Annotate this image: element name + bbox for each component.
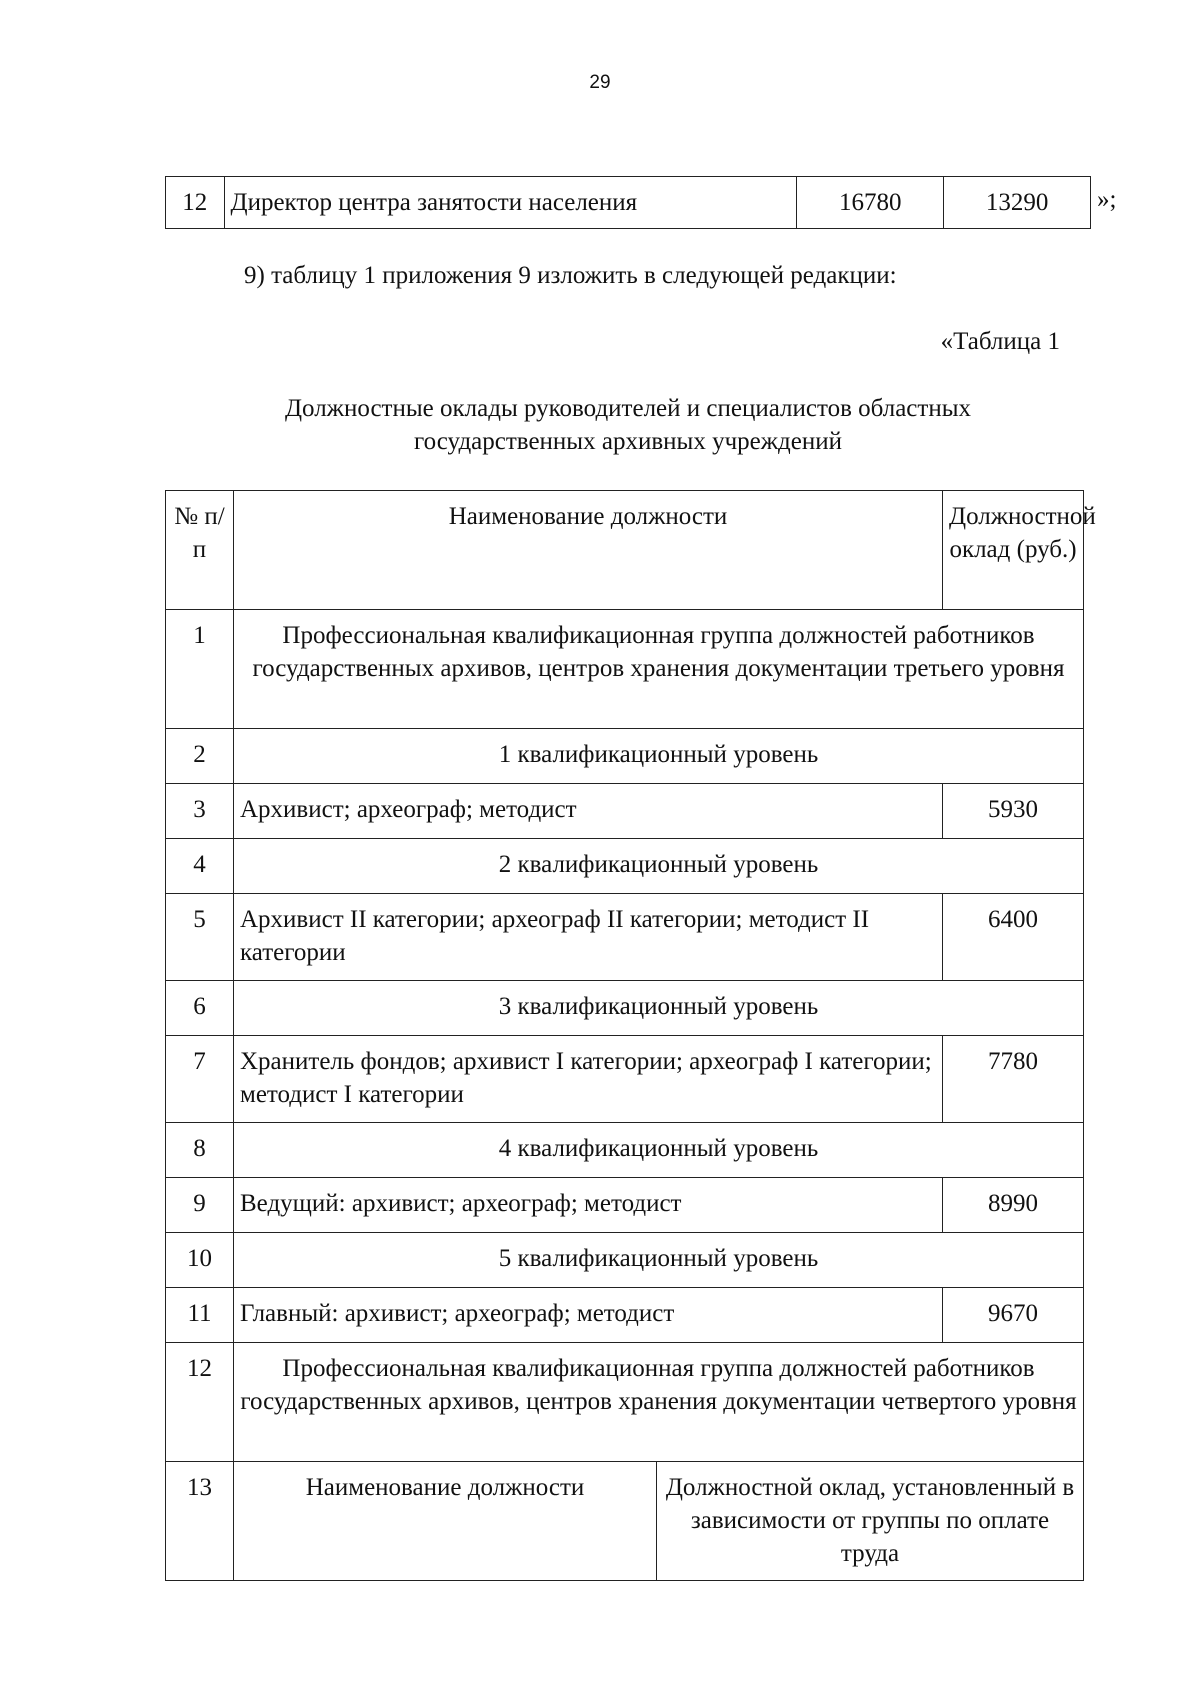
table-row <box>166 1288 1084 1343</box>
position-name: Хранитель фондов; архивист I категории; археограф I категории; методист I категории <box>234 1036 943 1123</box>
level-title: 4 квалификационный уровень <box>234 1123 1084 1178</box>
level-title: 3 квалификационный уровень <box>234 981 1084 1036</box>
table-row <box>166 177 1091 229</box>
row-number: 2 <box>166 729 234 784</box>
header-number: № п/п <box>166 491 234 610</box>
row-number: 4 <box>166 839 234 894</box>
caption-line-1: Должностные оклады руководителей и специалистов областных <box>284 395 972 422</box>
table-row <box>166 610 1084 729</box>
table-reference: «Таблица 1 <box>940 328 1060 355</box>
row-number: 8 <box>166 1123 234 1178</box>
salary-table <box>165 490 1096 1581</box>
salary-value-2: 13290 <box>944 177 1091 229</box>
table-row <box>166 1343 1084 1462</box>
table-caption <box>165 392 1091 458</box>
page-number: 29 <box>589 72 611 93</box>
row-number: 9 <box>166 1178 234 1233</box>
table-row <box>166 1036 1084 1123</box>
header-salary: Должностной оклад (руб.) <box>943 491 1084 610</box>
subheader-name: Наименование должности <box>234 1462 657 1581</box>
table-header-row <box>166 491 1084 610</box>
row-number: 1 <box>166 610 234 729</box>
level-title: 5 квалификационный уровень <box>234 1233 1084 1288</box>
salary-value: 7780 <box>943 1036 1084 1123</box>
level-title: 2 квалификационный уровень <box>234 839 1084 894</box>
table-row <box>166 894 1084 981</box>
row-number: 10 <box>166 1233 234 1288</box>
salary-value-1: 16780 <box>797 177 944 229</box>
closing-quote: »; <box>1097 186 1117 213</box>
instruction-text: 9) таблицу 1 приложения 9 изложить в следующей редакции: <box>244 262 897 289</box>
group-title: Профессиональная квалификационная группа должностей работников государственных архивов, центров хранения документации третьего уровня <box>234 610 1084 729</box>
table-row <box>166 981 1084 1036</box>
row-number: 6 <box>166 981 234 1036</box>
row-number: 13 <box>166 1462 234 1581</box>
position-name: Архивист II категории; археограф II категории; методист II категории <box>234 894 943 981</box>
salary-value: 5930 <box>943 784 1084 839</box>
table-row <box>166 1233 1084 1288</box>
salary-value: 6400 <box>943 894 1084 981</box>
row-number: 12 <box>166 177 225 229</box>
position-name: Архивист; археограф; методист <box>234 784 943 839</box>
row-number: 7 <box>166 1036 234 1123</box>
position-name: Ведущий: архивист; археограф; методист <box>234 1178 943 1233</box>
table-row <box>166 729 1084 784</box>
row-number: 11 <box>166 1288 234 1343</box>
table-row <box>166 784 1084 839</box>
table-row <box>166 1462 1084 1581</box>
group-title: Профессиональная квалификационная группа должностей работников государственных архивов, центров хранения документации четвертого уровня <box>234 1343 1084 1462</box>
level-title: 1 квалификационный уровень <box>234 729 1084 784</box>
row-number: 5 <box>166 894 234 981</box>
table-row <box>166 1123 1084 1178</box>
top-table <box>165 176 1091 229</box>
position-name: Главный: архивист; археограф; методист <box>234 1288 943 1343</box>
header-name: Наименование должности <box>234 491 943 610</box>
row-number: 3 <box>166 784 234 839</box>
salary-value: 8990 <box>943 1178 1084 1233</box>
row-number: 12 <box>166 1343 234 1462</box>
position-name: Директор центра занятости населения <box>224 177 797 229</box>
table-row <box>166 839 1084 894</box>
table-row <box>166 1178 1084 1233</box>
subheader-salary: Должностной оклад, установленный в зависимости от группы по оплате труда <box>657 1462 1084 1581</box>
caption-line-2: государственных архивных учреждений <box>414 428 842 455</box>
salary-value: 9670 <box>943 1288 1084 1343</box>
